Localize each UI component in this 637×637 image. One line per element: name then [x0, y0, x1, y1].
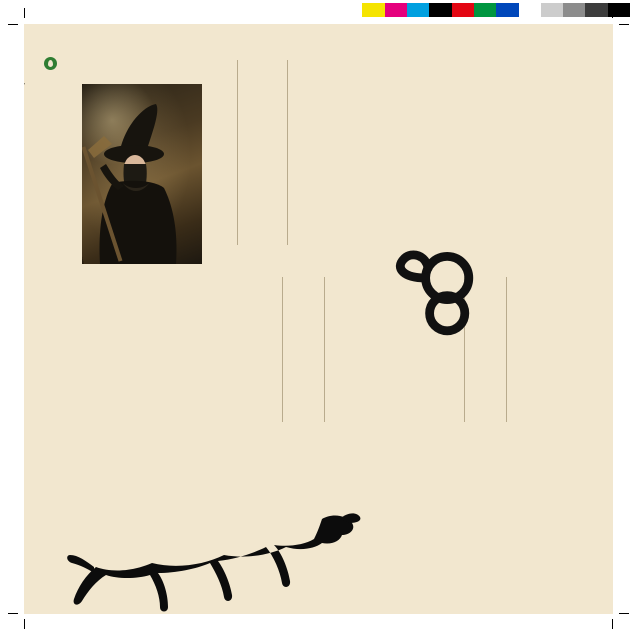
- crop-mark: [619, 613, 629, 614]
- creature-illustration: [64, 479, 364, 614]
- event-1-divider: [237, 60, 238, 245]
- event-1-divider-2: [287, 60, 288, 245]
- witch-figure: [82, 84, 202, 264]
- crop-mark: [8, 613, 18, 614]
- crop-mark: [8, 24, 18, 25]
- event-2-divider-2: [506, 277, 507, 422]
- crop-mark: [24, 619, 25, 629]
- event-3-divider-2: [324, 277, 325, 422]
- knot-swirl-logo-icon: [388, 246, 484, 342]
- crop-mark: [612, 8, 613, 18]
- crop-mark: [619, 24, 629, 25]
- color-calibration-bar: [340, 3, 630, 17]
- witch-photo: [82, 84, 202, 264]
- poster-artwork: [24, 24, 613, 614]
- event-3-divider: [282, 277, 283, 422]
- crop-mark: [24, 8, 25, 18]
- crop-mark: [612, 619, 613, 629]
- leaf-logo-icon: [44, 57, 57, 70]
